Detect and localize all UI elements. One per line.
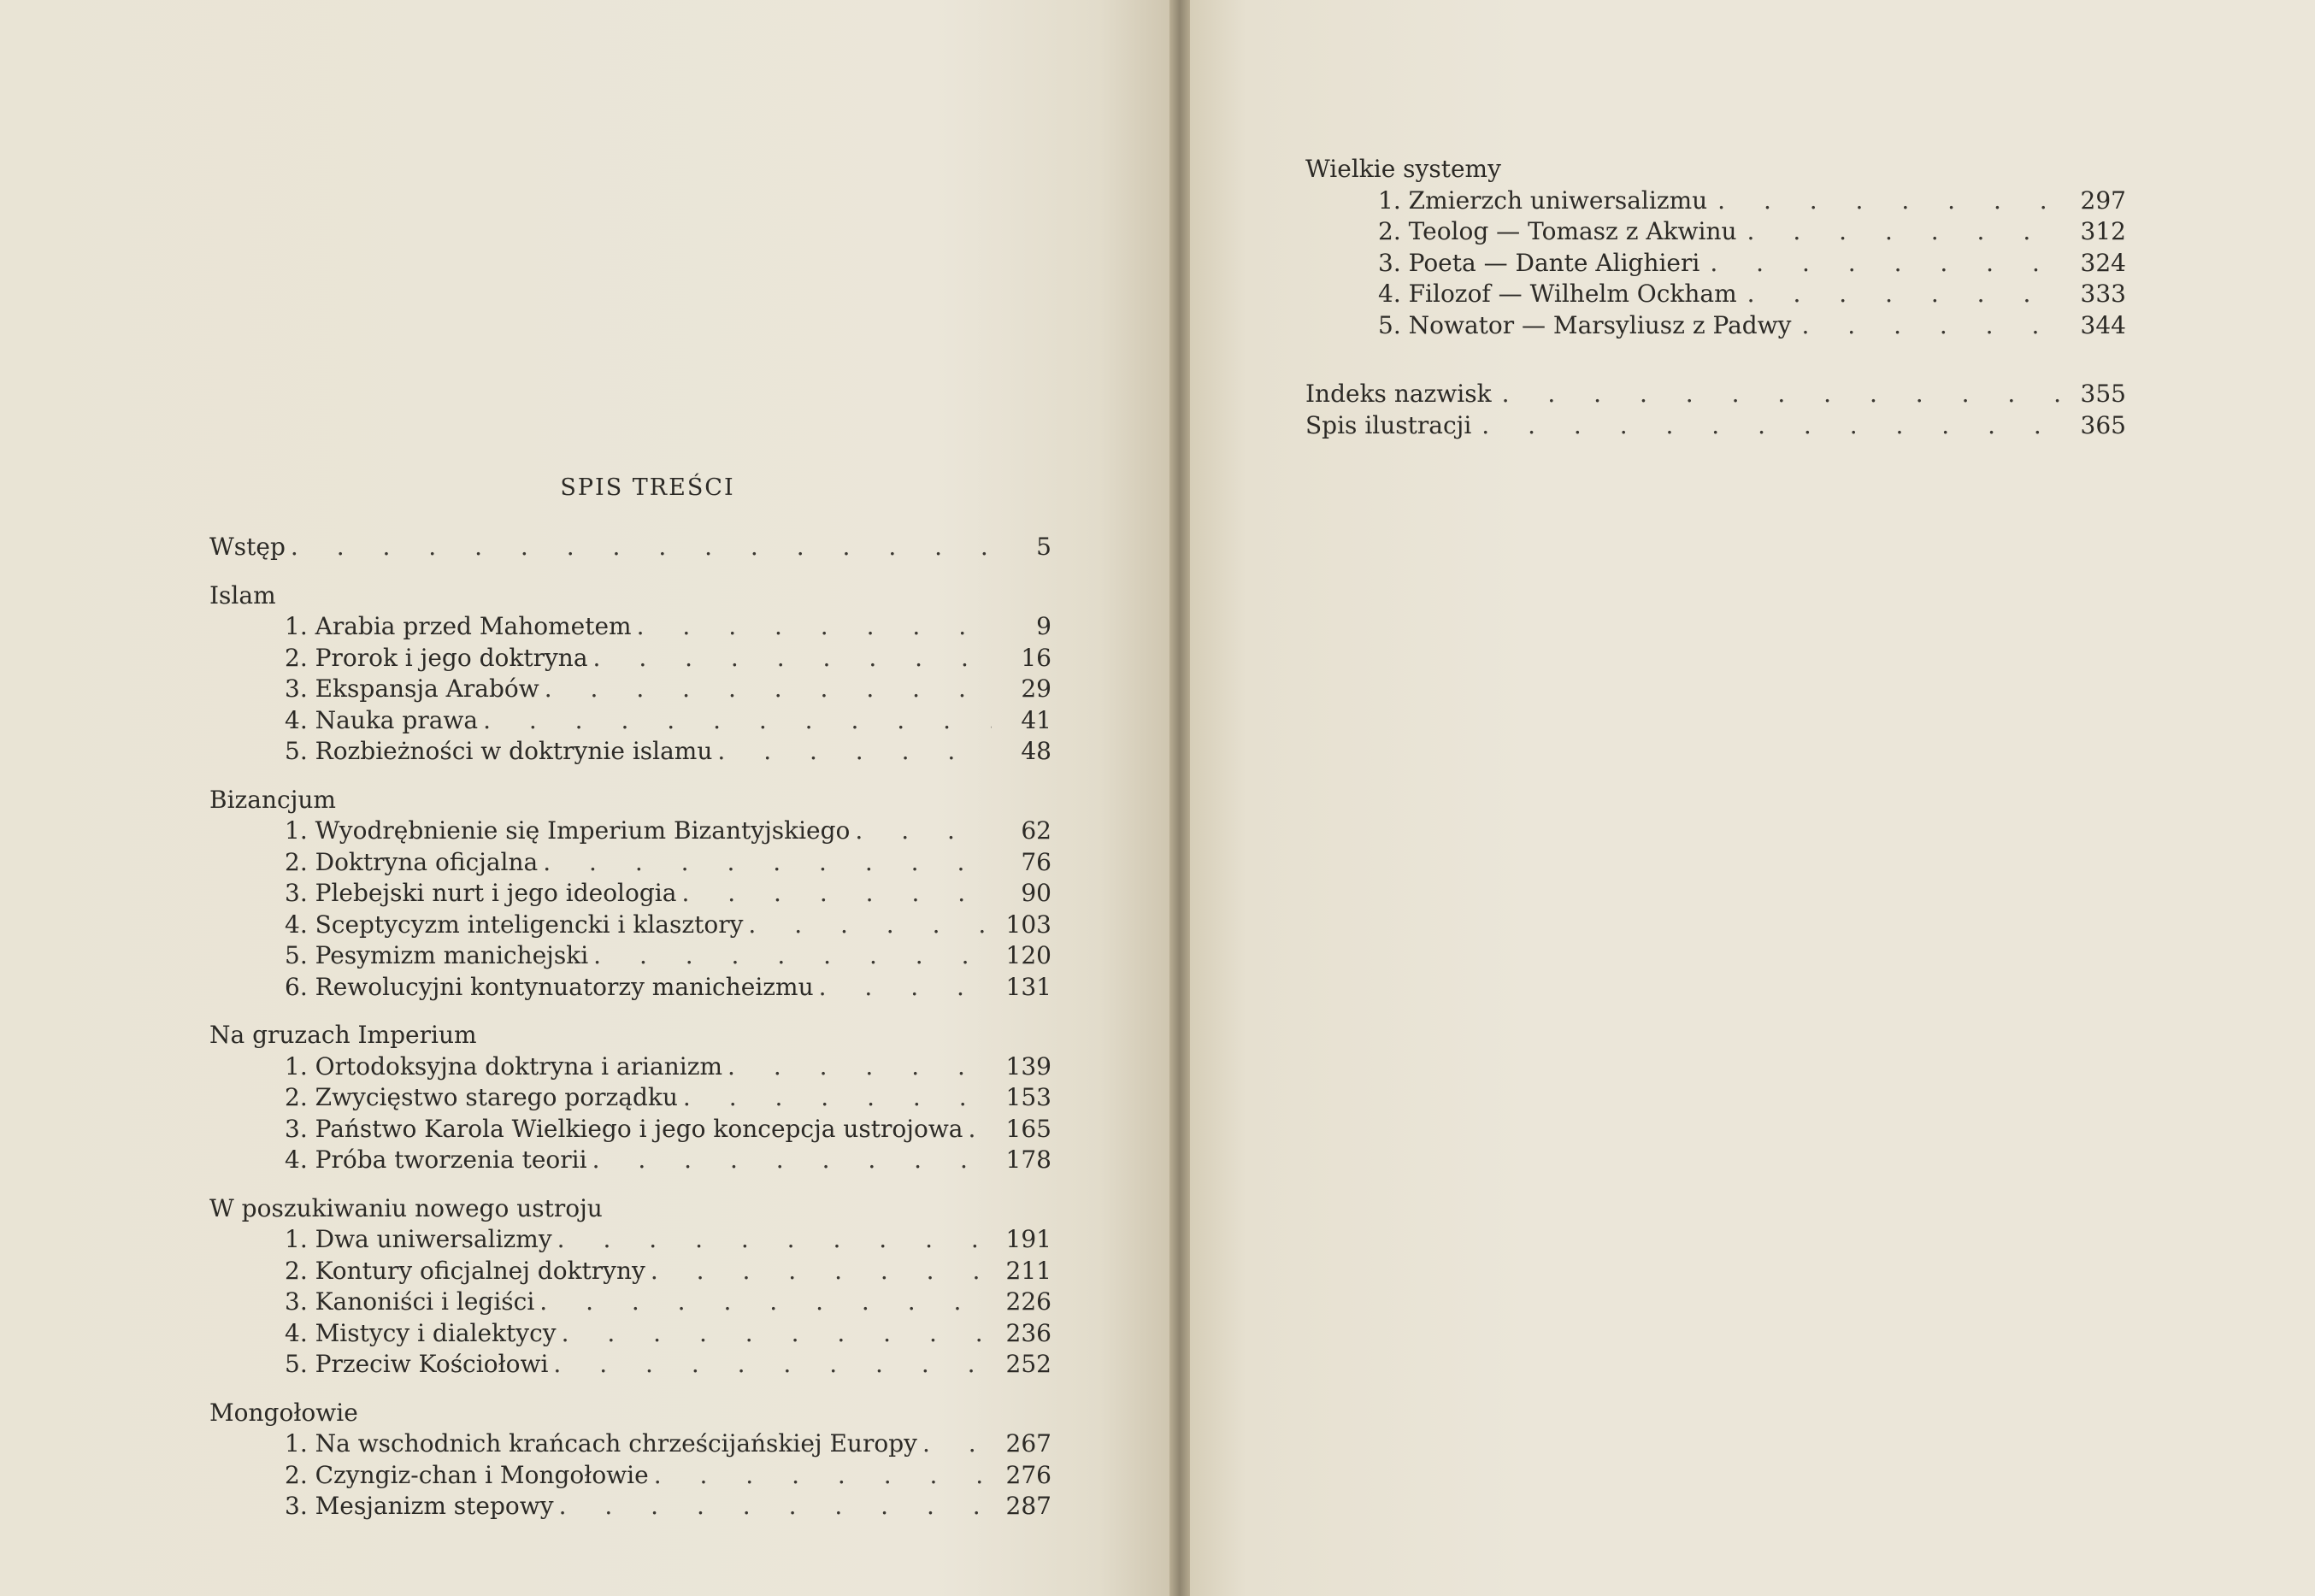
entry-label: 2. Zwycięstwo starego porządku (285, 1083, 678, 1111)
dot-leader (593, 940, 992, 972)
dot-leader (593, 643, 992, 674)
entry-label: 4. Sceptycyzm inteligencki i klasztory (285, 910, 744, 939)
page-number: 90 (1021, 879, 1051, 907)
dot-leader (748, 910, 992, 941)
page-number: 120 (1005, 941, 1051, 969)
entry-label: 3. Kanoniści i legiści (285, 1287, 535, 1316)
toc-entry (1305, 279, 2126, 310)
table-of-contents (209, 474, 1051, 1522)
page-number: 76 (1021, 847, 1051, 876)
page-number: 29 (1021, 674, 1051, 703)
toc-entry (209, 1051, 1051, 1083)
toc-entry-index (1305, 379, 2126, 410)
dot-leader (1710, 248, 2066, 280)
chapter-title: Wielkie systemy (1305, 155, 1501, 183)
chapter-title: Na gruzach Imperium (209, 1021, 477, 1049)
toc-entry (209, 674, 1051, 705)
dot-leader (855, 816, 992, 847)
entry-label: 3. Państwo Karola Wielkiego i jego koncepcja ustrojowa (285, 1114, 963, 1143)
entry-label: 2. Prorok i jego doktryna (285, 643, 588, 672)
dot-leader (1502, 379, 2066, 410)
entry-label: 1. Zmierzch uniwersalizmu (1378, 186, 1708, 215)
dot-leader (651, 1256, 992, 1287)
entry-label: 6. Rewolucyjni kontynuatorzy manicheizmu (285, 972, 814, 1001)
dot-leader (683, 1082, 992, 1114)
entry-label: 3. Ekspansja Arabów (285, 674, 539, 703)
page-number: 344 (2080, 310, 2126, 339)
dot-leader (592, 1145, 992, 1176)
page-number: 165 (1005, 1114, 1051, 1143)
toc-entry (1305, 186, 2126, 217)
dot-leader (559, 1491, 992, 1522)
entry-label: 3. Mesjanizm stepowy (285, 1492, 554, 1520)
entry-label: 4. Nauka prawa (285, 705, 479, 734)
page-number: 312 (2080, 217, 2126, 245)
entry-label: 3. Poeta — Dante Alighieri (1378, 248, 1700, 277)
page-number: 9 (1036, 612, 1051, 640)
toc-entry (1305, 248, 2126, 280)
entry-label: 3. Plebejski nurt i jego ideologia (285, 879, 677, 907)
page-number: 333 (2080, 280, 2126, 308)
dot-leader (637, 611, 992, 643)
entry-label: 2. Kontury oficjalnej doktryny (285, 1256, 645, 1285)
page-number: 153 (1005, 1083, 1051, 1111)
toc-entry (209, 1460, 1051, 1492)
page-number: 62 (1021, 816, 1051, 845)
dot-leader (969, 1114, 993, 1145)
dot-leader (717, 736, 992, 768)
entry-label: 2. Doktryna oficjalna (285, 847, 539, 876)
toc-entry (209, 1224, 1051, 1256)
dot-leader (291, 532, 992, 563)
entry-label: Spis ilustracji (1305, 410, 1472, 439)
dot-leader (562, 1318, 992, 1350)
toc-entry-illustrations (1305, 410, 2126, 442)
page-number: 226 (1005, 1287, 1051, 1316)
entry-label: 1. Wyodrębnienie się Imperium Bizantyjskiego (285, 816, 851, 845)
page-number: 41 (1021, 705, 1051, 734)
table-of-contents-continued (1305, 154, 2126, 441)
page-number: 287 (1005, 1492, 1051, 1520)
dot-leader (727, 1051, 992, 1083)
dot-leader (553, 1349, 992, 1381)
entry-label: 4. Mistycy i dialektycy (285, 1318, 557, 1347)
page-number: 297 (2080, 186, 2126, 215)
page-number: 178 (1005, 1145, 1051, 1174)
entry-label: Wstęp (209, 533, 286, 561)
dot-leader (545, 674, 992, 705)
toc-entry (209, 736, 1051, 768)
toc-entry (209, 1114, 1051, 1145)
entry-label: 4. Próba tworzenia teorii (285, 1145, 587, 1174)
toc-entry (209, 1428, 1051, 1460)
dot-leader (922, 1428, 992, 1460)
page-number: 267 (1005, 1429, 1051, 1458)
page-number: 211 (1005, 1256, 1051, 1285)
entry-label: 1. Dwa uniwersalizmy (285, 1225, 552, 1253)
entry-label: Indeks nazwisk (1305, 380, 1492, 408)
chapter-title: Islam (209, 580, 276, 610)
dot-leader (1717, 186, 2066, 217)
dot-leader (557, 1224, 992, 1256)
dot-leader (1801, 310, 2066, 342)
entry-label: 5. Przeciw Kościołowi (285, 1350, 549, 1378)
toc-entry (209, 940, 1051, 972)
toc-entry (209, 910, 1051, 941)
chapter-title: Bizancjum (209, 785, 336, 814)
entry-label: 1. Ortodoksyjna doktryna i arianizm (285, 1051, 723, 1081)
toc-entry (1305, 216, 2126, 248)
dot-leader (819, 972, 992, 1004)
toc-entry (209, 705, 1051, 737)
toc-entry (209, 1491, 1051, 1522)
entry-label: 1. Na wschodnich krańcach chrześcijańskiej Europy (285, 1429, 917, 1458)
dot-leader (539, 1287, 992, 1318)
toc-entry (209, 1287, 1051, 1318)
toc-entry (209, 816, 1051, 847)
toc-entry (209, 1082, 1051, 1114)
page-number: 324 (2080, 248, 2126, 277)
page-number: 191 (1005, 1225, 1051, 1253)
dot-leader (1747, 216, 2066, 248)
entry-label: 1. Arabia przed Mahometem (285, 612, 632, 640)
toc-title: SPIS TREŚCI (560, 474, 735, 501)
dot-leader (654, 1460, 992, 1492)
page-number: 139 (1005, 1051, 1051, 1081)
toc-entry (209, 1256, 1051, 1287)
page-number: 355 (2080, 380, 2126, 408)
entry-label: 2. Czyngiz-chan i Mongołowie (285, 1460, 649, 1489)
chapter-title: Mongołowie (209, 1398, 358, 1427)
page-number: 16 (1021, 643, 1051, 672)
toc-entry (209, 972, 1051, 1004)
toc-entry (209, 611, 1051, 643)
toc-entry (1305, 310, 2126, 342)
toc-entry (209, 878, 1051, 910)
page-number: 276 (1005, 1460, 1051, 1489)
toc-entry-intro (209, 532, 1051, 563)
entry-label: 4. Filozof — Wilhelm Ockham (1378, 280, 1737, 308)
entry-label: 5. Rozbieżności w doktrynie islamu (285, 737, 713, 765)
page-number: 131 (1005, 972, 1051, 1001)
dot-leader (543, 847, 992, 879)
toc-entry (209, 1318, 1051, 1350)
section-gap (1305, 341, 2126, 379)
page-number: 103 (1005, 910, 1051, 939)
dot-leader (681, 878, 992, 910)
page-number: 48 (1021, 737, 1051, 765)
page-number: 252 (1005, 1350, 1051, 1378)
toc-entry (209, 1145, 1051, 1176)
dot-leader (483, 705, 992, 737)
toc-entry (209, 643, 1051, 674)
entry-label: 5. Nowator — Marsyliusz z Padwy (1378, 310, 1792, 339)
dot-leader (1481, 410, 2066, 442)
toc-entry (209, 1349, 1051, 1381)
page-number: 5 (1036, 533, 1051, 561)
chapter-title: W poszukiwaniu nowego ustroju (209, 1193, 603, 1222)
entry-label: 2. Teolog — Tomasz z Akwinu (1378, 217, 1737, 245)
dot-leader (1747, 279, 2066, 310)
page-number: 365 (2080, 410, 2126, 439)
book-spine-gutter (1169, 0, 1190, 1596)
entry-label: 5. Pesymizm manichejski (285, 941, 589, 969)
page-number: 236 (1005, 1318, 1051, 1347)
toc-entry (209, 847, 1051, 879)
